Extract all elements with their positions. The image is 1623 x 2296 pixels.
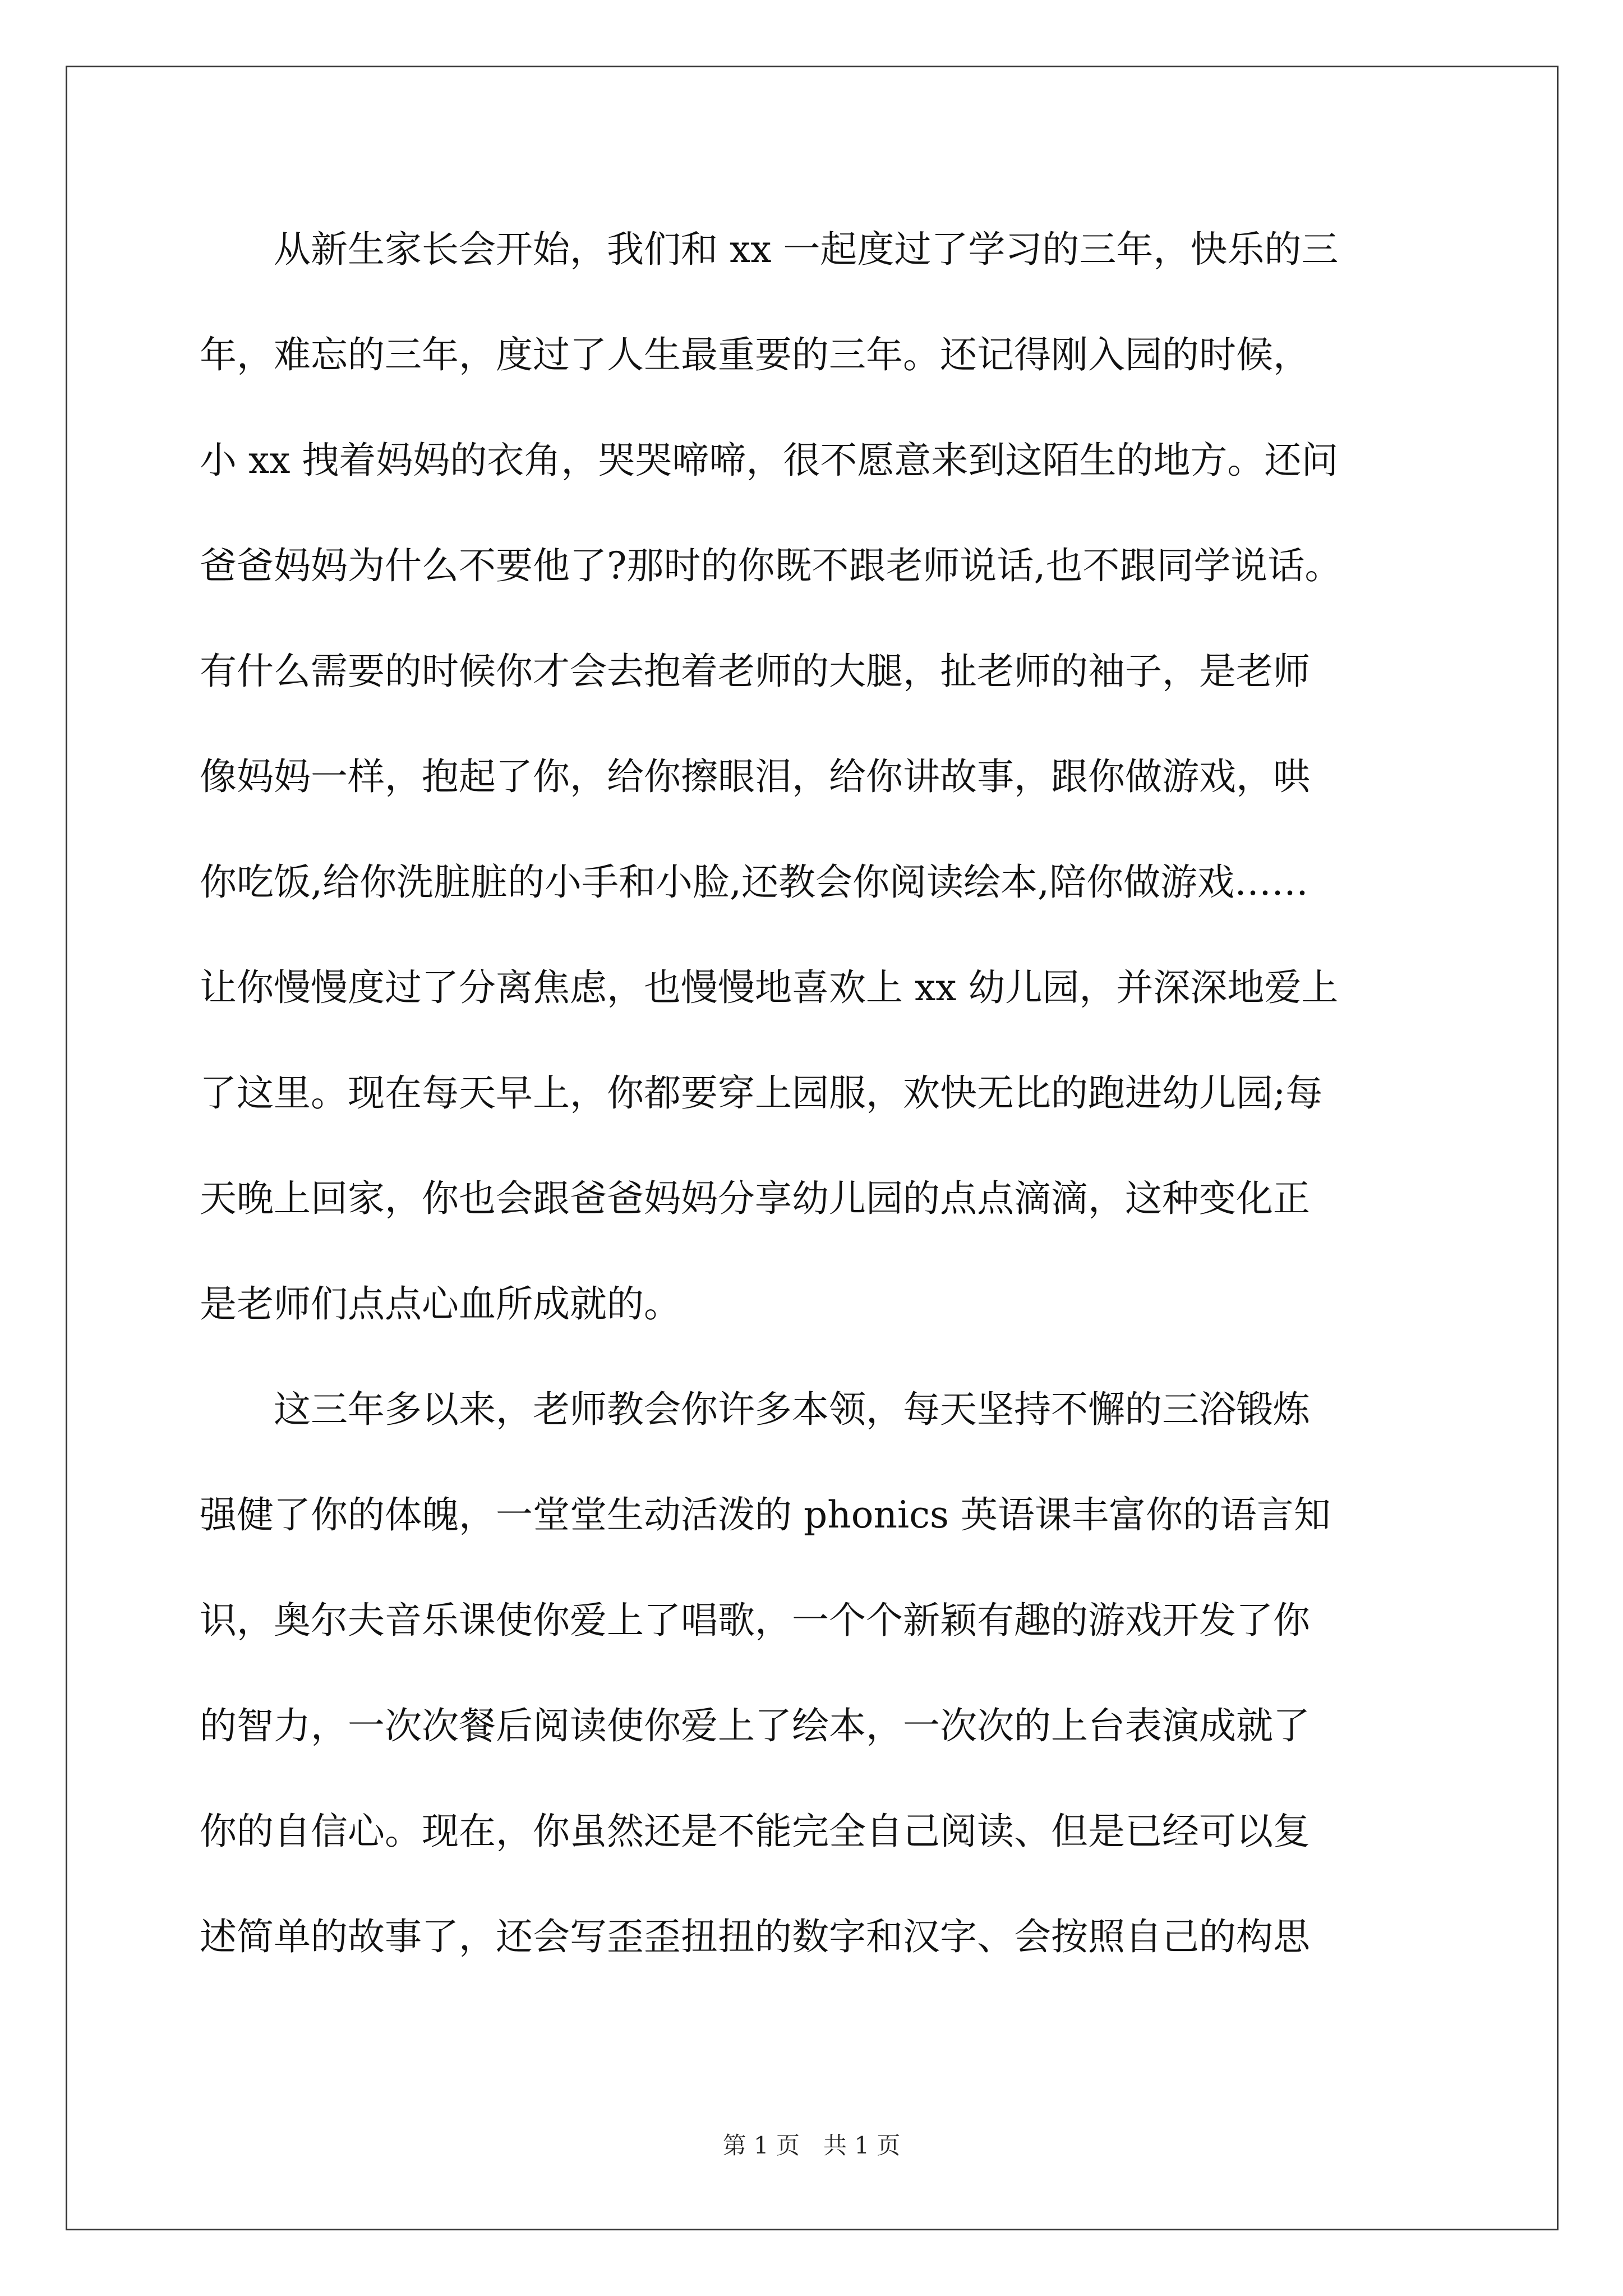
text-line: 有什么需要的时候你才会去抱着老师的大腿，扯老师的袖子，是老师 bbox=[200, 650, 1310, 693]
text-line: 这三年多以来，老师教会你许多本领，每天坚持不懈的三浴锻炼 bbox=[274, 1388, 1310, 1431]
text-line: 述简单的故事了，还会写歪歪扭扭的数字和汉字、会按照自己的构思 bbox=[200, 1915, 1310, 1958]
text-line: 强健了你的体魄，一堂堂生动活泼的 phonics 英语课丰富你的语言知 bbox=[200, 1493, 1331, 1536]
text-line: 从新生家长会开始，我们和 xx 一起度过了学习的三年，快乐的三 bbox=[274, 228, 1339, 271]
paragraph-1 bbox=[200, 214, 1433, 1374]
text-line: 的智力，一次次餐后阅读使你爱上了绘本，一次次的上台表演成就了 bbox=[200, 1704, 1310, 1747]
text-line: 小 xx 拽着妈妈的衣角，哭哭啼啼，很不愿意来到这陌生的地方。还问 bbox=[200, 439, 1339, 482]
text-line: 是老师们点点心血所成就的。 bbox=[200, 1282, 681, 1326]
text-line: 让你慢慢度过了分离焦虑，也慢慢地喜欢上 xx 幼儿园，并深深地爱上 bbox=[200, 966, 1339, 1009]
text-line: 你的自信心。现在，你虽然还是不能完全自己阅读、但是已经可以复 bbox=[200, 1810, 1310, 1853]
text-line: 识，奥尔夫音乐课使你爱上了唱歌，一个个新颖有趣的游戏开发了你 bbox=[200, 1599, 1310, 1642]
text-line: 你吃饭,给你洗脏脏的小手和小脸,还教会你阅读绘本,陪你做游戏…… bbox=[200, 861, 1308, 904]
text-line: 天晚上回家，你也会跟爸爸妈妈分享幼儿园的点点滴滴，这种变化正 bbox=[200, 1177, 1310, 1220]
text-line: 年，难忘的三年，度过了人生最重要的三年。还记得刚入园的时候， bbox=[200, 333, 1310, 376]
text-line: 了这里。现在每天早上，你都要穿上园服，欢快无比的跑进幼儿园;每 bbox=[200, 1071, 1323, 1115]
page-footer: 第 1 页 共 1 页 bbox=[722, 2132, 901, 2159]
document-body bbox=[200, 214, 1433, 2007]
text-line: 爸爸妈妈为什么不要他了?那时的你既不跟老师说话,也不跟同学说话。 bbox=[200, 544, 1342, 587]
text-line: 像妈妈一样，抱起了你，给你擦眼泪，给你讲故事，跟你做游戏，哄 bbox=[200, 755, 1310, 798]
paragraph-2 bbox=[200, 1374, 1433, 2007]
